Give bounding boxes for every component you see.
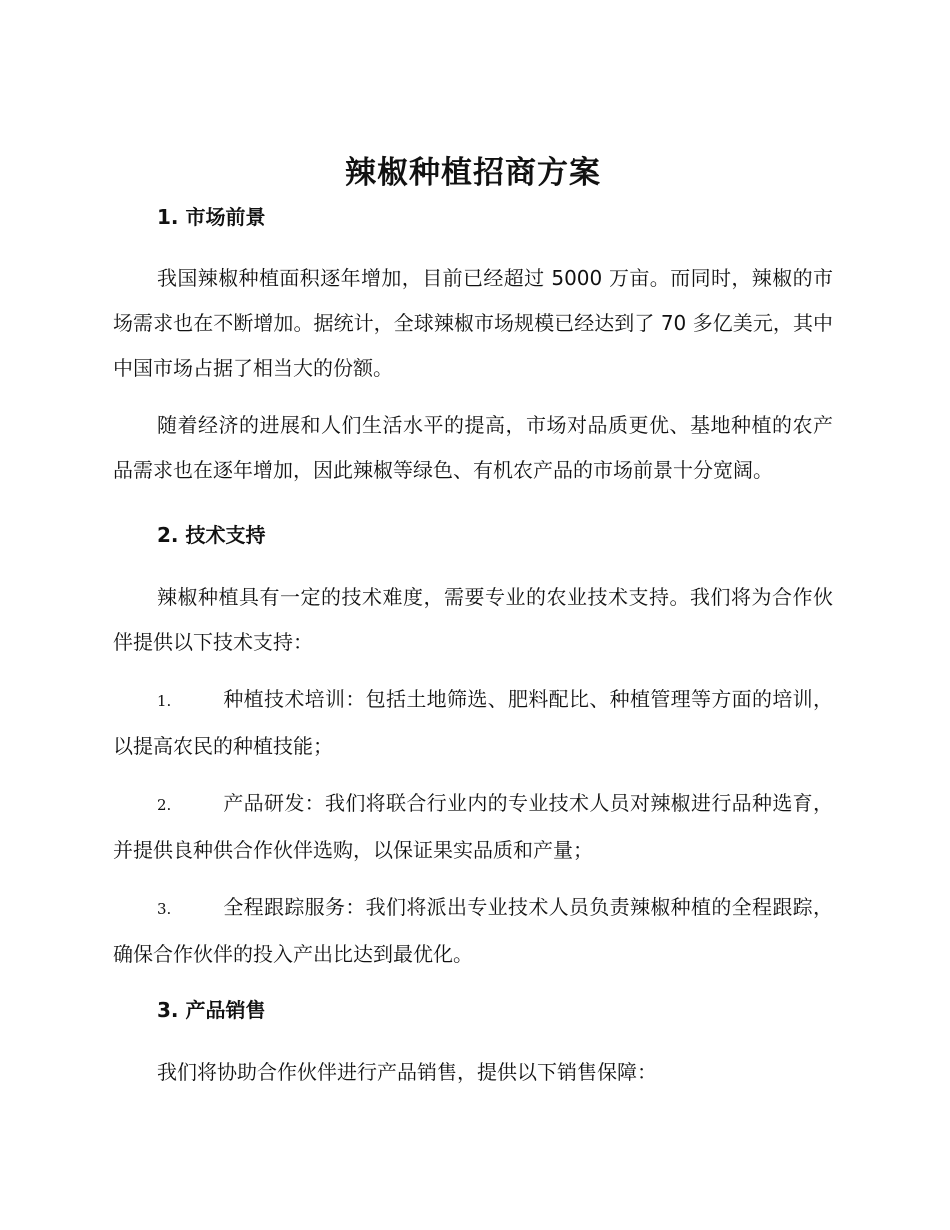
paragraph-market-1: 我国辣椒种植面积逐年增加，目前已经超过 5000 万亩。而同时，辣椒的市场需求也在不断增加。据统计，全球辣椒市场规模已经达到了 70 多亿美元，其中中国市场占据了相当大的份额。 <box>113 266 833 380</box>
document-title: 辣椒种植招商方案 <box>345 155 601 191</box>
list-item <box>113 781 833 873</box>
list-item-text: 全程跟踪服务：我们将派出专业技术人员负责辣椒种植的全程跟踪，确保合作伙伴的投入产出比达到最优化。 <box>113 895 833 966</box>
paragraph-sales-intro: 我们将协助合作伙伴进行产品销售，提供以下销售保障： <box>157 1060 657 1084</box>
section-heading-sales: 3. 产品销售 <box>157 998 266 1022</box>
section-heading-market: 1. 市场前景 <box>157 205 266 229</box>
paragraph-market-2: 随着经济的进展和人们生活水平的提高，市场对品质更优、基地种植的农产品需求也在逐年增加，因此辣椒等绿色、有机农产品的市场前景十分宽阔。 <box>113 413 833 482</box>
list-item-text: 产品研发：我们将联合行业内的专业技术人员对辣椒进行品种选育，并提供良种供合作伙伴选购，以保证果实品质和产量； <box>113 791 833 862</box>
list-item-text: 种植技术培训：包括土地筛选、肥料配比、种植管理等方面的培训，以提高农民的种植技能； <box>113 687 833 758</box>
list-item <box>113 885 833 977</box>
section-heading-tech-support: 2. 技术支持 <box>157 523 266 547</box>
list-item <box>113 677 833 769</box>
paragraph-tech-intro: 辣椒种植具有一定的技术难度，需要专业的农业技术支持。我们将为合作伙伴提供以下技术支持： <box>113 585 833 654</box>
list-item-number: 1. <box>157 692 172 710</box>
list-item-number: 3. <box>157 900 172 918</box>
list-item-number: 2. <box>157 796 172 814</box>
document-page <box>113 148 833 1095</box>
